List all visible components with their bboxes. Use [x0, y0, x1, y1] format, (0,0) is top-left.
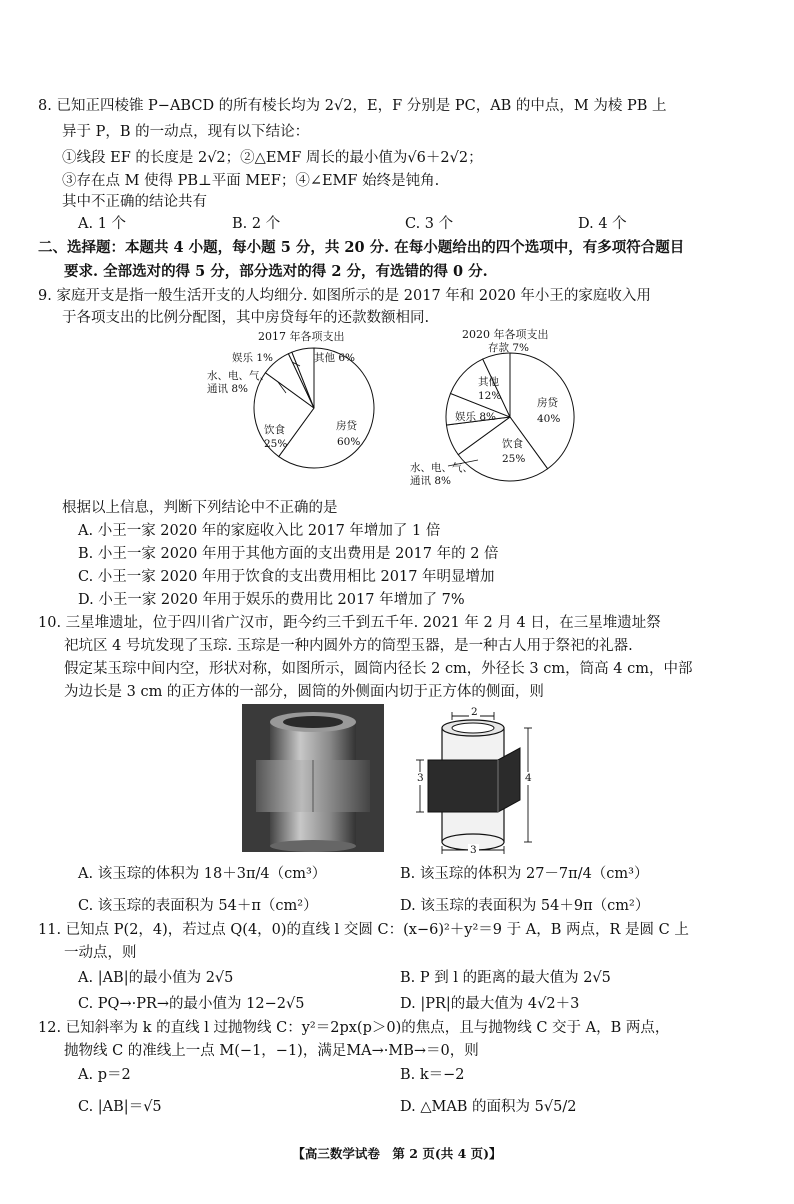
q10-line-1: 10. 三星堆遗址，位于四川省广汉市，距今约三千到五千年. 2021 年 2 月 4 日，在三星堆遗址祭 — [38, 615, 661, 631]
pie-2017-label-utilities-1: 水、电、气、 — [207, 370, 270, 382]
q10-option-c: C. 该玉琮的表面积为 54＋π（cm²） — [78, 898, 318, 914]
dim-tube-height: 4 — [525, 772, 532, 784]
pie-2017-label-entertainment: 娱乐 1% — [232, 352, 273, 364]
pie-2020-label-utilities-2: 通讯 8% — [410, 475, 451, 487]
q10-line-4: 为边长是 3 cm 的正方体的一部分，圆筒的外侧面内切于正方体的侧面，则 — [64, 684, 544, 700]
dim-inner-diameter: 2 — [471, 706, 478, 718]
q10-option-b: B. 该玉琮的体积为 27－7π/4（cm³） — [400, 866, 649, 882]
q9-option-b: B. 小王一家 2020 年用于其他方面的支出费用是 2017 年的 2 倍 — [78, 546, 499, 562]
pie-2020-label-other-pct: 12% — [478, 390, 502, 402]
q10-option-a: A. 该玉琮的体积为 18＋3π/4（cm³） — [78, 866, 327, 882]
pie-2020-label-utilities-1: 水、电、气、 — [410, 462, 473, 474]
q8-line-5: 其中不正确的结论共有 — [62, 194, 207, 210]
q12-option-a: A. p＝2 — [78, 1067, 131, 1083]
q12-line-1: 12. 已知斜率为 k 的直线 l 过抛物线 C：y²＝2px(p＞0)的焦点，且与抛物线 C 交于 A，B 两点， — [38, 1020, 670, 1036]
pie-2020-label-savings: 存款 7% — [488, 342, 529, 354]
q8-option-d: D. 4 个 — [578, 216, 627, 232]
jade-cong-photo — [242, 704, 384, 852]
q9-option-a: A. 小王一家 2020 年的家庭收入比 2017 年增加了 1 倍 — [78, 523, 441, 539]
pie-2020-label-entertainment: 娱乐 8% — [455, 411, 496, 423]
pie-2020-label-food: 饮食 — [502, 438, 523, 450]
q9-option-c: C. 小王一家 2020 年用于饮食的支出费用相比 2017 年明显增加 — [78, 569, 495, 585]
q12-option-b: B. k＝−2 — [400, 1067, 465, 1083]
page-footer: 【高三数学试卷 第 2 页(共 4 页)】 — [292, 1146, 502, 1161]
q11-option-a: A. |AB|的最小值为 2√5 — [78, 970, 234, 986]
q12-line-2: 抛物线 C 的准线上一点 M(−1，−1)，满足MA→·MB→＝0，则 — [64, 1043, 479, 1059]
pie-2017-label-utilities-2: 通讯 8% — [207, 383, 248, 395]
q11-line-2: 一动点，则 — [64, 945, 137, 961]
q9-line-1: 9. 家庭开支是指一般生活开支的人均细分. 如图所示的是 2017 年和 2020 年小王的家庭收入用 — [38, 288, 651, 304]
q8-option-c: C. 3 个 — [405, 216, 454, 232]
jade-cong-diagram — [408, 708, 538, 856]
q11-option-b: B. P 到 l 的距离的最大值为 2√5 — [400, 970, 611, 986]
q8-option-b: B. 2 个 — [232, 216, 281, 232]
q9-line-2: 于各项支出的比例分配图，其中房贷每年的还款数额相同. — [62, 310, 430, 326]
q8-option-a: A. 1 个 — [78, 216, 127, 232]
pie-2017-label-mortgage-pct: 60% — [337, 436, 361, 448]
pie-2017-title: 2017 年各项支出 — [258, 330, 345, 343]
pie-2017-label-other: 其他 6% — [314, 352, 355, 364]
q10-line-2: 祀坑区 4 号坑发现了玉琮. 玉琮是一种内圆外方的筒型玉器，是一种古人用于祭祀的礼器. — [64, 638, 633, 654]
section2-line-2: 要求. 全部选对的得 5 分，部分选对的得 2 分，有选错的得 0 分. — [64, 263, 488, 280]
q9-option-d: D. 小王一家 2020 年用于娱乐的费用比 2017 年增加了 7% — [78, 592, 465, 608]
section2-line-1: 二、选择题：本题共 4 小题，每小题 5 分，共 20 分. 在每小题给出的四个选项中，有多项符合题目 — [38, 239, 685, 256]
q12-option-c: C. |AB|＝√5 — [78, 1099, 162, 1115]
q8-line-3: ①线段 EF 的长度是 2√2；②△EMF 周长的最小值为√6＋2√2； — [62, 150, 483, 166]
q12-option-d: D. △MAB 的面积为 5√5/2 — [400, 1099, 577, 1115]
q9-question: 根据以上信息，判断下列结论中不正确的是 — [62, 500, 338, 516]
q10-line-3: 假定某玉琮中间内空，形状对称，如图所示，圆筒内径长 2 cm，外径长 3 cm，筒高 4 cm，中部 — [64, 661, 693, 677]
pie-2020-label-mortgage-pct: 40% — [537, 413, 561, 425]
pie-2017-label-mortgage: 房贷 — [336, 420, 357, 432]
q11-option-d: D. |PR|的最大值为 4√2＋3 — [400, 996, 580, 1012]
q8-line-2: 异于 P，B 的一动点，现有以下结论： — [62, 124, 310, 140]
q8-line-4: ③存在点 M 使得 PB⊥平面 MEF；④∠EMF 始终是钝角. — [62, 173, 440, 189]
q11-option-c: C. PQ→·PR→的最小值为 12−2√5 — [78, 996, 305, 1012]
dim-outer-diameter: 3 — [470, 844, 477, 856]
pie-2017-label-food: 饮食 — [264, 424, 285, 436]
pie-charts — [0, 0, 794, 520]
pie-2020-label-mortgage: 房贷 — [537, 397, 558, 409]
q8-line-1: 8. 已知正四棱锥 P−ABCD 的所有棱长均为 2√2，E，F 分别是 PC，AB 的中点，M 为棱 PB 上 — [38, 98, 667, 114]
q10-option-d: D. 该玉琮的表面积为 54＋9π（cm²） — [400, 898, 650, 914]
pie-2020-label-other: 其他 — [478, 376, 499, 388]
pie-2020-title: 2020 年各项支出 — [462, 328, 549, 341]
pie-2017-label-food-pct: 25% — [264, 438, 288, 450]
pie-2020-label-food-pct: 25% — [502, 453, 526, 465]
q11-line-1: 11. 已知点 P(2，4)，若过点 Q(4，0)的直线 l 交圆 C：(x−6)²＋y²＝9 于 A，B 两点，R 是圆 C 上 — [38, 922, 689, 938]
dim-cube-height: 3 — [417, 772, 424, 784]
